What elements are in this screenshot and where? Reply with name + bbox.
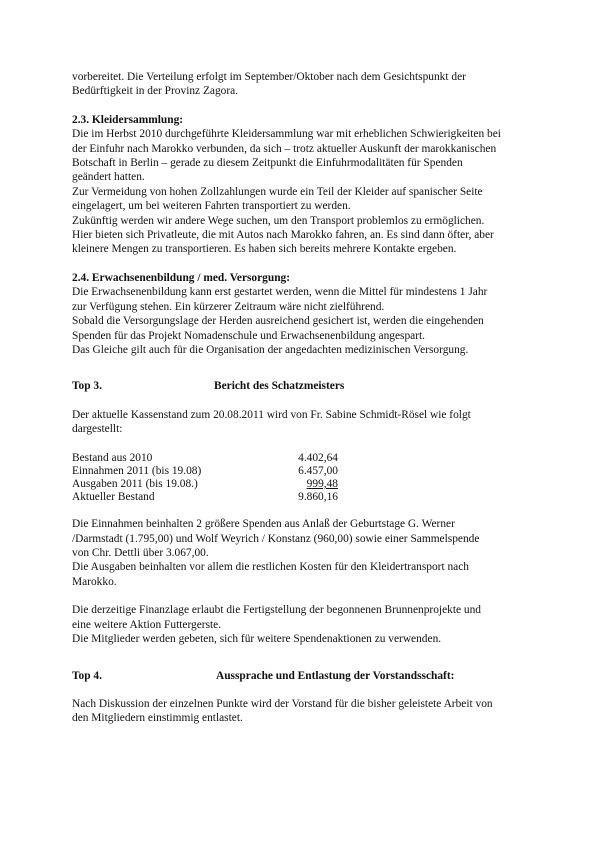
section-heading-erwachsenenbildung: 2.4. Erwachsenenbildung / med. Versorgung:	[72, 271, 291, 284]
paragraph-line: Die derzeitige Finanzlage erlaubt die Fertigstellung der begonnenen Brunnenprojekte und	[72, 604, 481, 617]
top3-intro-line: Der aktuelle Kassenstand zum 20.08.2011 wird von Fr. Sabine Schmidt-Rösel wie folgt	[72, 408, 471, 421]
intro-line: vorbereitet. Die Verteilung erfolgt im September/Oktober nach dem Gesichtspunkt der	[72, 71, 466, 83]
paragraph-line: Die Mitglieder werden gebeten, sich für weitere Spendenaktionen zu verwenden.	[72, 633, 442, 646]
top3-heading	[72, 379, 522, 393]
finance-label: Ausgaben 2011 (bis 19.08.)	[72, 477, 198, 490]
top4-number: Top 4.	[72, 669, 102, 682]
finance-table	[72, 451, 522, 504]
paragraph-line: Spenden für das Projekt Nomadenschule und Erwachsenenbildung angespart.	[72, 329, 426, 342]
top3-number: Top 3.	[72, 380, 102, 393]
top4-heading	[72, 669, 522, 683]
document-page	[72, 70, 522, 726]
paragraph-line: Zukünftig werden wir andere Wege suchen, um den Transport problemlos zu ermöglichen.	[72, 214, 485, 227]
finance-row	[72, 477, 522, 490]
finance-label: Bestand aus 2010	[72, 451, 153, 464]
top3-intro-line: dargestellt:	[72, 423, 123, 436]
paragraph-line: geändert hatten.	[72, 171, 145, 184]
top3-title: Bericht des Schatzmeisters	[214, 380, 345, 393]
finance-label: Aktueller Bestand	[72, 491, 155, 504]
finance-label: Einnahmen 2011 (bis 19.08)	[72, 464, 202, 477]
finance-row-total	[72, 490, 522, 503]
paragraph-line: Das Gleiche gilt auch für die Organisation der angedachten medizinischen Versorgung.	[72, 343, 469, 356]
intro-line: Bedürftigkeit in der Provinz Zagora.	[72, 85, 239, 98]
paragraph-line: Hier bieten sich Privatleute, die mit Autos nach Marokko fahren, an. Es sind dann öfter, aber	[72, 229, 494, 242]
paragraph-line: Die Erwachsenenbildung kann erst gestartet werden, wenn die Mittel für mindestens 1 Jahr	[72, 286, 488, 299]
finance-row	[72, 451, 522, 464]
paragraph-line: Die Einnahmen beinhalten 2 größere Spenden aus Anlaß der Geburtstage G. Werner	[72, 518, 455, 531]
paragraph-line: /Darmstadt (1.795,00) und Wolf Weyrich / Konstanz (960,00) sowie einer Sammelspende	[72, 532, 480, 545]
paragraph-line: Zur Vermeidung von hohen Zollzahlungen wurde ein Teil der Kleider auf spanischer Seite	[72, 185, 483, 198]
paragraph-line: Die im Herbst 2010 durchgeführte Kleidersammlung war mit erheblichen Schwierigkeiten bei	[72, 128, 501, 141]
paragraph-line: Botschaft in Berlin – gerade zu diesem Zeitpunkt die Einfuhrmodalitäten für Spenden	[72, 157, 463, 170]
finance-value: 6.457,00	[298, 464, 338, 477]
paragraph-line: von Chr. Dettli über 3.067,00.	[72, 547, 209, 560]
top4-title: Aussprache und Entlastung der Vorstandsschaft:	[216, 669, 455, 682]
paragraph-line: den Mitgliedern einstimmig entlastet.	[72, 712, 243, 725]
paragraph-line: kleinere Mengen zu transportieren. Es haben sich bereits mehrere Kontakte ergeben.	[72, 243, 457, 256]
paragraph-line: Marokko.	[72, 575, 117, 588]
paragraph-line: eingelagert, um bei weiteren Fahrten transportiert zu werden.	[72, 200, 351, 213]
paragraph-line: Nach Diskussion der einzelnen Punkte wird der Vorstand für die bisher geleistete Arbeit von	[72, 697, 493, 710]
finance-row	[72, 464, 522, 477]
paragraph-line: der Einfuhr nach Marokko verbunden, da sich – trotz aktueller Auskunft der marokkanischen	[72, 142, 497, 155]
section-heading-kleidersammlung: 2.3. Kleidersammlung:	[72, 113, 184, 126]
paragraph-line: eine weitere Aktion Futtergerste.	[72, 618, 222, 631]
paragraph-line: Sobald die Versorgungslage der Herden ausreichend gesichert ist, werden die eingehenden	[72, 315, 484, 328]
paragraph-line: zur Verfügung stehen. Ein kürzerer Zeitraum wäre nicht zielführend.	[72, 300, 385, 313]
finance-value: 9.860,16	[298, 491, 338, 504]
paragraph-line: Die Ausgaben beinhalten vor allem die restlichen Kosten für den Kleidertransport nach	[72, 561, 469, 574]
finance-value: 4.402,64	[298, 451, 338, 464]
finance-value: 999,48	[306, 477, 338, 490]
